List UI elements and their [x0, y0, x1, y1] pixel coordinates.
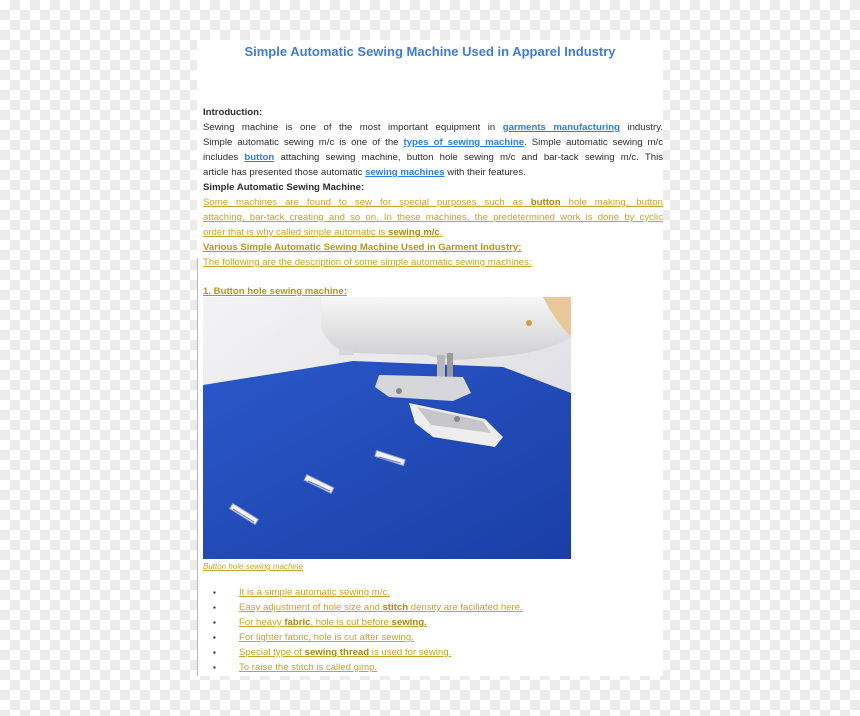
features-list: [207, 585, 523, 675]
sewing-machine-illustration: [203, 297, 571, 559]
introduction-heading: Introduction:: [203, 107, 263, 118]
intro-line-3: includes button attaching sewing machine, button hole sewing m/c and bar-tack sewing m/c. This: [203, 152, 663, 163]
document-title: Simple Automatic Sewing Machine Used in Apparel Industry: [244, 44, 616, 59]
section-line-3: order that is why called simple automatic is sewing m/c.: [203, 227, 443, 238]
link-button[interactable]: button: [244, 152, 275, 163]
intro-line-1: Sewing machine is one of the most important equipment in garments manufacturing industry.: [203, 122, 663, 133]
item-1-heading: 1. Button hole sewing machine:: [203, 286, 347, 297]
list-item: ▪ For heavy fabric, hole is cut before sewing.: [213, 617, 427, 628]
section-line-2: attaching, bar-tack creating and so on. In these machines, the predetermined work is done by cyclic: [203, 212, 663, 223]
intro-line-4: article has presented those automatic sewing machines with their features.: [203, 167, 526, 178]
list-item: ▪ It is a simple automatic sewing m/c.: [213, 587, 390, 598]
various-description: The following are the description of some simple automatic sewing machines:: [203, 257, 532, 268]
list-item: ▪ Special type of sewing thread is used for sewing.: [213, 647, 452, 658]
intro-line-2: Simple automatic sewing m/c is one of the types of sewing machine. Simple automatic sewing m/c: [203, 137, 663, 148]
button-hole-machine-photo: [203, 297, 571, 559]
link-types-of-sewing-machine[interactable]: types of sewing machine: [403, 137, 525, 148]
section-line-1: Some machines are found to sew for special purposes such as button hole making, button: [203, 197, 663, 208]
various-heading: Various Simple Automatic Sewing Machine Used in Garment Industry:: [203, 242, 522, 253]
link-sewing-machines[interactable]: sewing machines: [365, 167, 445, 178]
link-garments-manufacturing[interactable]: garments manufacturing: [502, 122, 620, 133]
section-heading: Simple Automatic Sewing Machine:: [203, 182, 365, 193]
document-page: [197, 40, 663, 676]
list-item: ▪ For lighter fabric, hole is cut after sewing.: [213, 632, 414, 643]
margin-rule: [197, 258, 198, 676]
list-item: ▪ To raise the stitch is called gimp.: [213, 662, 378, 673]
list-item: ▪ Easy adjustment of hole size and stitch density are faciliated here.: [213, 602, 523, 613]
photo-caption: Button hole sewing machine: [203, 562, 304, 571]
